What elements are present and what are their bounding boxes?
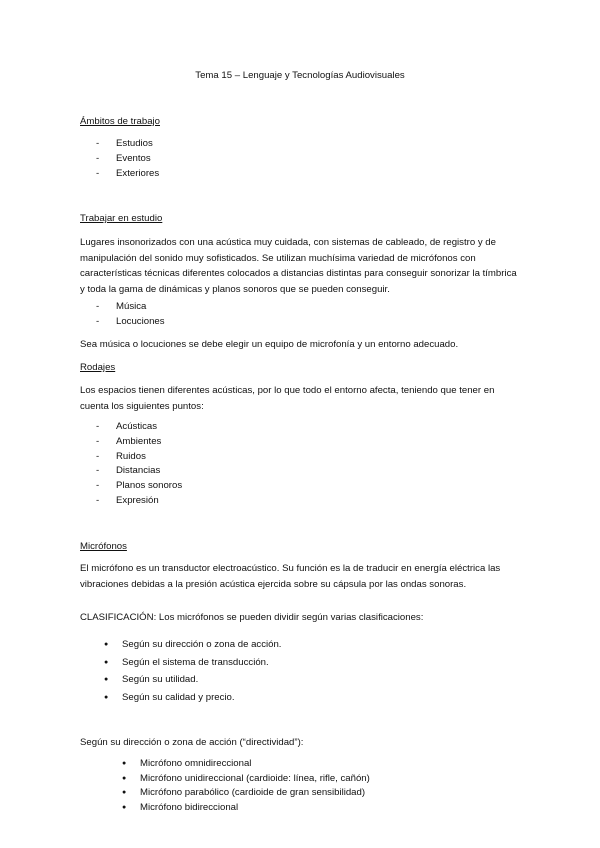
direccion-heading: Según su dirección o zona de acción (“directividad”): [80,737,304,748]
list-item: - Locuciones [96,315,165,330]
section-heading-microfonos: Micrófonos [80,541,127,552]
list-item: - Ruidos [96,450,182,465]
list-item: ● Según su utilidad. [104,671,281,689]
rodajes-paragraph: Los espacios tienen diferentes acústicas, por lo que todo el entorno afecta, teniendo que tener en cuenta los siguientes puntos: [80,385,495,412]
list-item: - Exteriores [96,167,159,182]
list-item: ● Según el sistema de transducción. [104,654,281,672]
list-item: - Expresión [96,494,182,509]
list-item: ● Según su dirección o zona de acción. [104,636,281,654]
list-item: - Eventos [96,152,159,167]
list-item: ● Micrófono omnidireccional [122,757,370,772]
list-item: - Música [96,300,165,315]
rodajes-list [96,420,182,509]
estudio-note: Sea música o locuciones se debe elegir un equipo de microfonía y un entorno adecuado. [80,339,459,350]
clasificacion-text: CLASIFICACIÓN: Los micrófonos se pueden dividir según varias clasificaciones: [80,612,424,623]
estudio-paragraph: Lugares insonorizados con una acústica muy cuidada, con sistemas de cableado, de registro y de manipulación del sonido muy sofisticados. Se utilizan muchísima variedad de micrófonos con características técnicas diferentes colocados a distancias distintas para conseguir sonorizar la tímbrica y toda la gama de dinámicas y planos sonoros que se pueden conseguir. [80,237,517,295]
estudio-list [96,300,165,330]
list-item: - Acústicas [96,420,182,435]
list-item: - Ambientes [96,435,182,450]
section-heading-estudio: Trabajar en estudio [80,213,163,224]
microfonos-paragraph: El micrófono es un transductor electroacústico. Su función es la de traducir en energía eléctrica las vibraciones debidas a la presión acústica ejercida sobre su cápsula por las ondas sonoras. [80,563,501,590]
list-item: - Distancias [96,464,182,479]
section-heading-rodajes: Rodajes [80,362,116,373]
list-item: - Planos sonoros [96,479,182,494]
list-item: - Estudios [96,137,159,152]
list-item: ● Según su calidad y precio. [104,689,281,707]
direccion-list [122,757,370,815]
criterios-list [104,636,281,706]
document-title: Tema 15 – Lenguaje y Tecnologías Audiovisuales [195,70,405,81]
ambitos-list [96,137,159,181]
section-heading-ambitos: Ámbitos de trabajo [80,116,160,127]
list-item: ● Micrófono unidireccional (cardioide: línea, rifle, cañón) [122,772,370,787]
list-item: ● Micrófono parabólico (cardioide de gran sensibilidad) [122,786,370,801]
list-item: ● Micrófono bidireccional [122,801,370,816]
